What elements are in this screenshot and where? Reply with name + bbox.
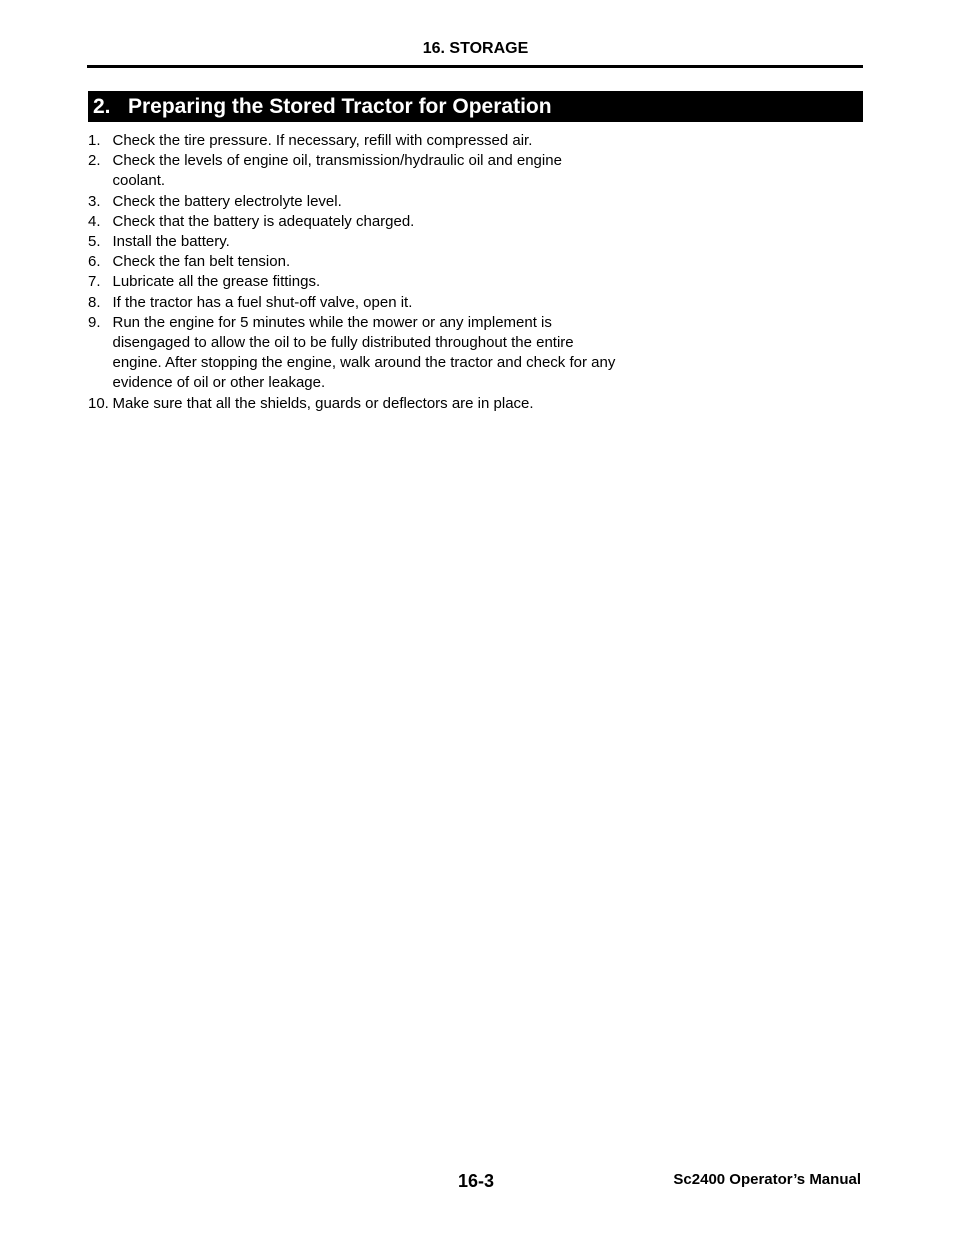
step-number: 2. (88, 152, 101, 170)
step-number: 6. (88, 253, 101, 271)
procedure-steps-list (88, 131, 618, 414)
running-header: 16. STORAGE (422, 40, 529, 57)
step-text: Check the tire pressure. If necessary, refill with compressed air. (112, 132, 533, 149)
step-text: Check the battery electrolyte level. (112, 192, 342, 210)
step-number: 5. (88, 233, 101, 251)
step-text: Install the battery. (112, 233, 230, 251)
step-number: 4. (88, 212, 101, 230)
header-rule (87, 65, 863, 68)
step-text: Check the levels of engine oil, transmission/hydraulic oil and engine coolant. (112, 152, 562, 190)
step-text: Make sure that all the shields, guards or deflectors are in place. (112, 394, 534, 412)
page-number: 16-3 (458, 1171, 495, 1191)
step-text: If the tractor has a fuel shut-off valve, open it. (112, 293, 413, 311)
section-title: Preparing the Stored Tractor for Operation (128, 95, 552, 118)
list-item (88, 272, 618, 292)
list-item (88, 252, 618, 272)
section-heading-banner (88, 91, 863, 122)
list-item (88, 192, 618, 212)
step-number: 7. (88, 273, 101, 291)
manual-title: Sc2400 Operator’s Manual (673, 1171, 861, 1188)
step-number: 10. (88, 394, 109, 412)
list-item (88, 232, 618, 252)
list-item (88, 131, 618, 151)
step-number: 1. (88, 132, 101, 149)
step-text: Run the engine for 5 minutes while the mower or any implement is disengaged to allow the oil to be fully distributed throughout the entire engine. After stopping the engine, walk around the tractor and check for any evidence of oil or other leakage. (112, 313, 616, 392)
list-item (88, 394, 618, 414)
list-item (88, 212, 618, 232)
section-number: 2. (93, 95, 111, 118)
list-item (88, 151, 618, 191)
step-number: 9. (88, 313, 101, 331)
step-number: 3. (88, 192, 101, 210)
step-text: Check that the battery is adequately charged. (112, 212, 415, 230)
list-item (88, 293, 618, 313)
list-item (88, 313, 618, 394)
step-text: Check the fan belt tension. (112, 253, 291, 271)
step-number: 8. (88, 293, 101, 311)
step-text: Lubricate all the grease fittings. (112, 273, 321, 291)
